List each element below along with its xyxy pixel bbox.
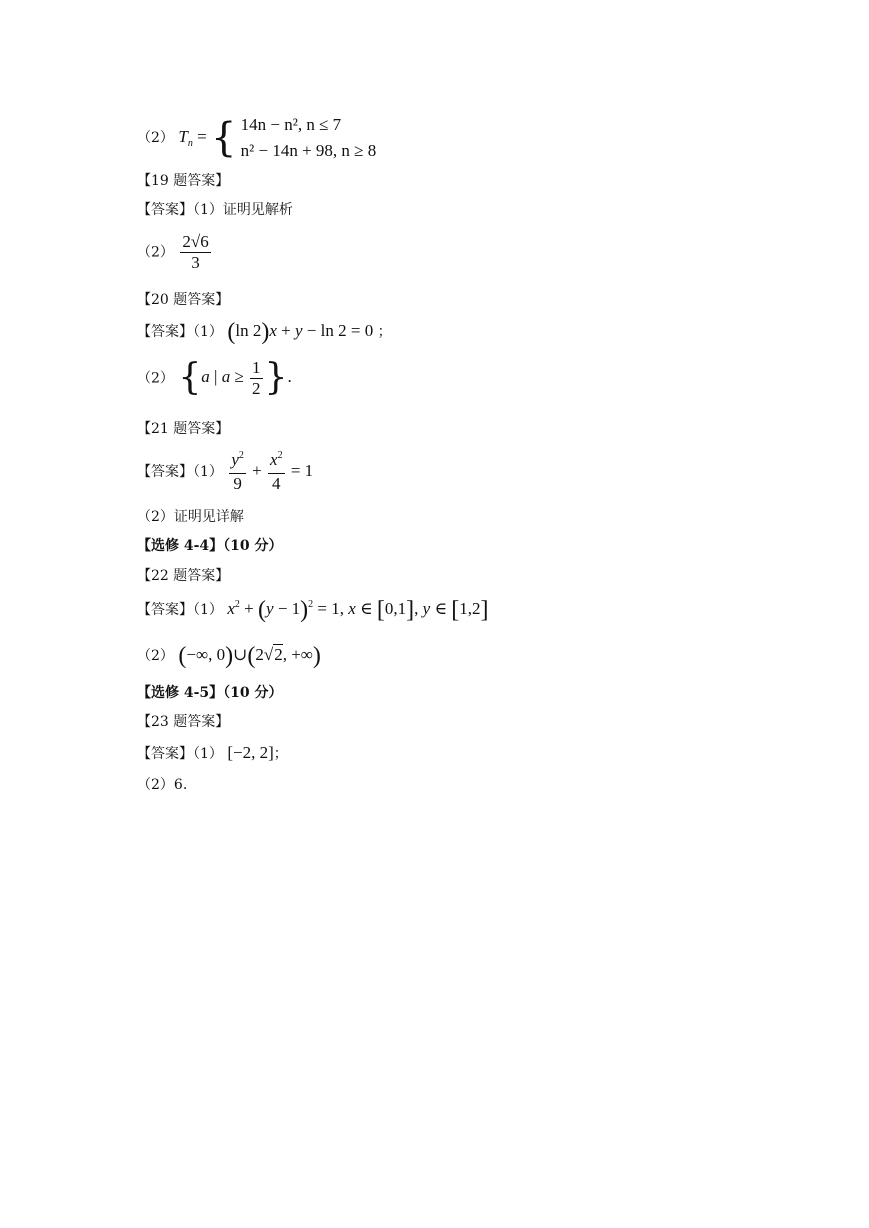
q18-part2-label: （2） <box>137 129 174 146</box>
q19-fraction <box>180 232 210 273</box>
q20-part2-label: （2） <box>137 370 174 387</box>
q19-numerator: 2√6 <box>182 232 209 251</box>
q21-answer-label: 【答案】 <box>137 463 193 480</box>
q22-part1-formula: $x^2 + (y - 1)^2 = 1$, x ∈ [0,1], y ∈ [1,2] <box>227 597 489 623</box>
q19-answer-label: 【答案】 <box>137 202 193 218</box>
q20-part1-row: 【答案】（1） (ln 2)x + y − ln 2 = 0 ； <box>137 319 392 345</box>
q21-header: 【21 题答案】 <box>137 421 230 437</box>
q18-case2: n² − 14n + 98, n ≥ 8 <box>240 141 377 160</box>
elective-44-heading: 【选修 4-4】（10 分） <box>137 538 283 554</box>
q20-header: 【20 题答案】 <box>137 292 230 308</box>
q20-part2-row <box>137 358 292 399</box>
q23-part2: （2）6. <box>137 777 188 793</box>
q19-denominator: 3 <box>191 253 200 272</box>
q19-part2-row <box>137 232 213 273</box>
q23-part1-label: （1） <box>193 746 223 762</box>
q19-part2-label: （2） <box>137 244 174 261</box>
q23-part1-value: [−2, 2] <box>227 743 274 762</box>
q22-header: 【22 题答案】 <box>137 568 230 584</box>
q23-part1-row <box>137 744 288 763</box>
q23-header: 【23 题答案】 <box>137 714 230 730</box>
q19-header: 【19 题答案】 <box>137 173 230 189</box>
q19-part1-row <box>137 201 293 219</box>
q20-part1-formula: (ln 2)x + y − ln 2 = 0 <box>227 319 374 345</box>
q20-part2-formula: {a | a ≥ $\frac{1}{2}$ }. <box>178 357 292 399</box>
q20-part1-label: （1） <box>193 324 223 340</box>
q22-part1-row <box>137 597 489 623</box>
q22-part2-formula: (−∞, 0)∪(2√2, +∞) <box>178 643 321 669</box>
q22-part2-label: （2） <box>137 648 174 664</box>
q21-part1-formula: $\frac{y^2}{9}$ + $\frac{x^2}{4}$ = 1 <box>231 450 314 493</box>
q23-part1-suffix: ； <box>273 746 288 762</box>
q21-part2: （2）证明见详解 <box>137 509 244 525</box>
q22-answer-label: 【答案】 <box>137 602 193 618</box>
q22-part1-label: （1） <box>193 602 223 618</box>
q18-formula: $T_n$ = { 14n − n², n ≤ 7 n² − 14n + 98, n ≥ 8 <box>178 127 376 146</box>
q18-part2 <box>137 112 376 164</box>
q19-part1: （1）证明见解析 <box>193 202 293 218</box>
elective-45-heading: 【选修 4-5】（10 分） <box>137 685 283 701</box>
q21-part1-row <box>137 450 313 494</box>
q20-answer-label: 【答案】 <box>137 324 193 340</box>
q21-part1-label: （1） <box>193 463 223 480</box>
q18-case1: 14n − n², n ≤ 7 <box>240 115 342 134</box>
q18-cases <box>241 112 377 164</box>
q23-answer-label: 【答案】 <box>137 746 193 762</box>
q22-part2-row <box>137 643 321 669</box>
